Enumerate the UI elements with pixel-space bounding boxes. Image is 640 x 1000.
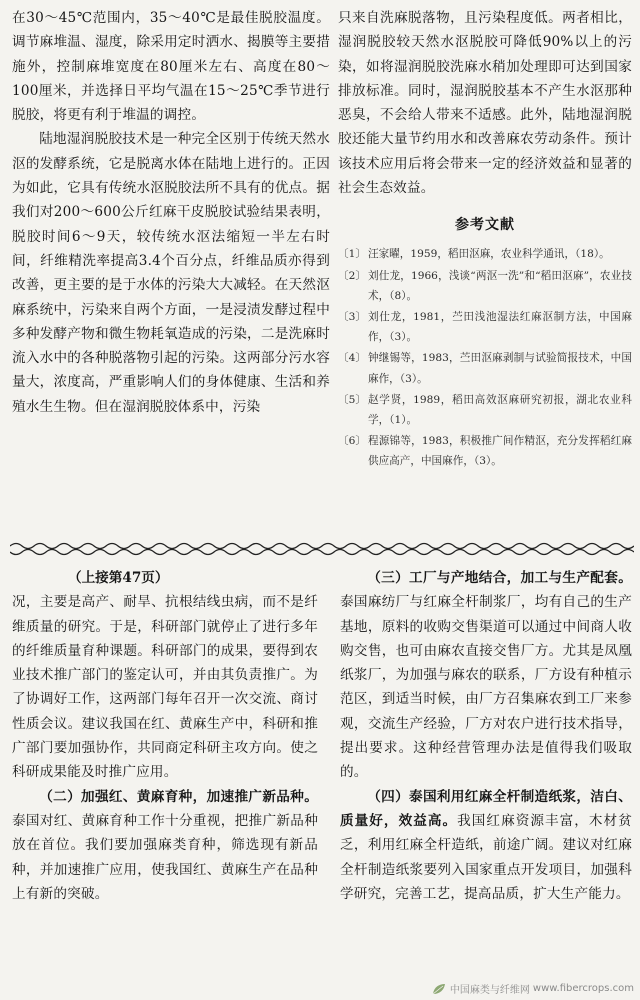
top-left-column [12,6,330,419]
reference-number: 〔3〕 [338,310,366,323]
reference-number: 〔2〕 [338,269,366,282]
top-right-column [338,6,632,473]
paragraph-factory [340,566,632,785]
paragraph-temperature: 在30～45℃范围内，35～40℃是最佳脱胶温度。调节麻堆温、湿度，除采用定时洒水、揭膜等主要措施外，控制麻堆宽度在80厘米左右、高度在80～100厘米，并选择日平均气温在15～25℃季节进行脱胶，将更有利于堆温的调控。 [12,10,330,124]
reference-item [338,390,632,430]
paragraph-breeding-body: 泰国对红、黄麻育种工作十分重视，把推广新品种放在首位。我们要加强麻类育种，筛选现有新品种，并加速推广应用，使我国红、黄麻生产在品种上有新的突破。 [12,812,318,902]
reference-item [338,244,632,264]
bottom-right-column [340,566,632,906]
reference-number: 〔4〕 [338,352,366,365]
heading-pulp: （四）泰国利用红麻全杆制造纸浆，洁白、质量好，效益高。 [340,788,632,829]
reference-text: 刘仕龙，1981，苎田浅池湿法红麻沤制方法，中国麻作，（3）。 [368,310,632,344]
paragraph-factory-body: 泰国麻纺厂与红麻全杆制浆厂，均有自己的生产基地，原料的收购交售渠道可以通过中间商人收购交售，也可由麻农直接交售厂方。尤其是凤凰纸浆厂，为加强与麻农的联系，厂方设有种植示范区，到适当时候，由厂方召集麻农到工厂来参观，交流生产经验，厂方对农户进行技术指导，提出要求。这种经营管理办法是值得我们吸取的。 [340,594,632,781]
references-heading: 参考文献 [455,217,515,234]
paragraph-pollution: 只来自洗麻脱落物，且污染程度低。两者相比，湿润脱胶较天然水沤脱胶可降低90%以上的污染，如将湿润脱胶洗麻水稍加处理即可达到国家排放标准。同时，湿润脱胶基本不产生水沤那种恶臭，不会给人带来不适感。此外，陆地湿润脱胶还能大量节约用水和改善麻农劳动条件。预计该技术应用后将会带来一定的经济效益和显著的社会生态效益。 [338,10,632,197]
watermark [431,981,634,996]
reference-number: 〔1〕 [338,248,366,261]
heading-breeding: （二）加强红、黄麻育种，加速推广新品种。 [39,788,318,805]
wavy-divider [10,541,634,557]
paragraph-pulp [340,785,632,906]
reference-list [338,244,632,471]
bottom-left-column [12,566,318,906]
reference-text: 钟继锡等，1983，苎田沤麻剥制与试验简报技术，中国麻作，（3）。 [368,352,632,385]
heading-factory: （三）工厂与产地结合，加工与生产配套。 [367,570,632,586]
paragraph-breeding [12,785,318,906]
reference-text: 程源锦等，1983，积极推广间作精沤，充分发挥稻红麻供应高产，中国麻作，（3）。 [368,435,632,468]
paragraph-land-retting: 陆地湿润脱胶技术是一种完全区别于传统天然水沤的发酵系统，它是脱离水体在陆地上进行的。正因为如此，它具有传统水沤脱胶法所不具有的优点。据我们对200～600公斤红麻干皮脱胶试验结果表明，脱胶时间6～9天，较传统水沤法缩短一半左右时间，纤维精洗率提高3.4个百分点，纤维品质亦得到改善，更主要的是于水体的污染大大减轻。在天然沤麻系统中，污染来自两个方面，一是浸渍发酵过程中多种发酵产物和微生物耗氧造成的污染，二是洗麻时流入水中的各种脱落物引起的污染。这两部分污水容量大，浓度高，严重影响人们的身体健康、生活和养殖水生生物。但在湿润脱胶体系中，污染 [12,131,330,415]
reference-item [338,266,632,306]
continued-from-note: （上接第47页） [68,570,169,586]
reference-text: 赵学贤，1989，稻田高效沤麻研究初报，湖北农业科学，（1）。 [368,393,632,426]
reference-number: 〔6〕 [338,435,366,448]
paragraph-pulp-body: 我国红麻资源丰富，木材贫乏，利用红麻全杆造纸，前途广阔。建议对红麻全杆制造纸浆要列入国家重点开发项目，加强科学研究，完善工艺，提高品质，扩大生产能力。 [340,812,632,902]
reference-item [338,431,632,471]
wavy-divider-graphic [10,541,634,557]
watermark-url: www.fibercrops.com [532,983,634,994]
reference-item [338,348,632,388]
reference-number: 〔5〕 [338,393,366,406]
reference-text: 汪家曜，1959，稻田沤麻，农业科学通讯，（18）。 [368,248,610,261]
reference-item [338,307,632,347]
watermark-text: 中国麻类与纤维网 [449,985,530,996]
reference-text: 刘仕龙，1966，浅谈“两沤一洗”和“稻田沤麻”，农业技术，（8）。 [368,269,632,302]
paragraph-research: 况，主要是高产、耐旱、抗根结线虫病，而不是纤维质量的研究。于是，科研部门就停止了进行多年的纤维质量育种课题。科研部门的成果，要得到农业技术推广部门的鉴定认可，并由其负责推广。为了协调好工作，这两部门每年召开一次交流、商讨性质会议。建议我国在红、黄麻生产中，科研和推广部门要加强协作，共同商定科研主攻方向。使之科研成果能及时推广应用。 [12,594,318,781]
leaf-logo-icon [431,982,447,996]
